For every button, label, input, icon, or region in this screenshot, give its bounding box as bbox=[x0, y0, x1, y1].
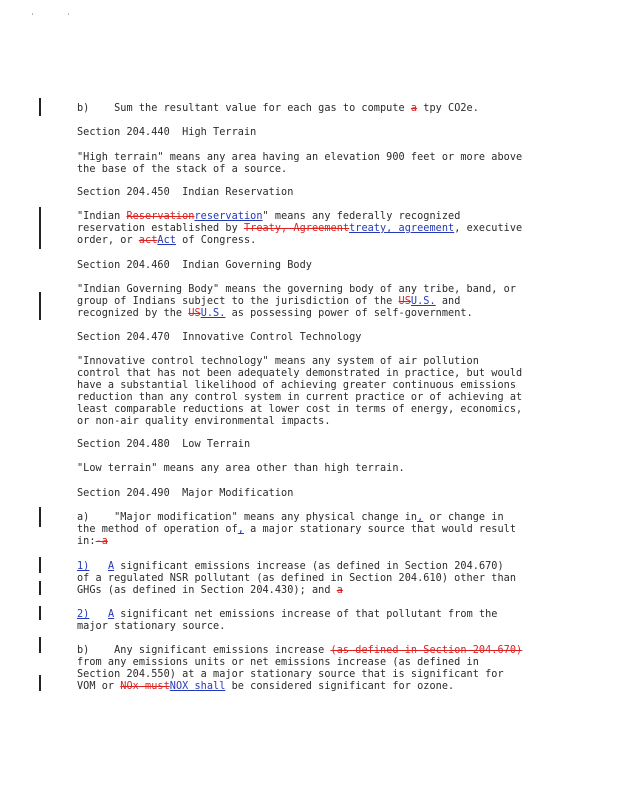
section-heading-460: Section 204.460 Indian Governing Body bbox=[77, 260, 312, 271]
list-item-1: 1) A significant emissions increase (as defined in Section 204.670) bbox=[77, 561, 504, 572]
paragraph-line: "Indian Reservationreservation" means any federally recognized bbox=[77, 211, 461, 222]
paragraph-line: order, or actAct of Congress. bbox=[77, 235, 257, 246]
section-heading-470: Section 204.470 Innovative Control Technology bbox=[77, 332, 362, 343]
paragraph-line: group of Indians subject to the jurisdiction of the USU.S. and bbox=[77, 296, 461, 307]
paragraph-line: the method of operation of, a major stationary source that would result bbox=[77, 524, 517, 535]
paragraph-line: major stationary source. bbox=[77, 621, 226, 632]
scan-speck: ' bbox=[30, 12, 35, 21]
change-bar bbox=[39, 557, 41, 573]
change-bar bbox=[39, 292, 41, 320]
sum-line: b) Sum the resultant value for each gas to compute a tpy CO2e. bbox=[77, 103, 479, 114]
section-heading-480: Section 204.480 Low Terrain bbox=[77, 439, 251, 450]
paragraph-line: recognized by the USU.S. as possessing power of self-government. bbox=[77, 308, 473, 319]
paragraph-line: "Indian Governing Body" means the governing body of any tribe, band, or bbox=[77, 284, 517, 295]
paragraph-line: from any emissions units or net emissions increase (as defined in bbox=[77, 657, 479, 668]
scan-speck: ' bbox=[66, 12, 71, 21]
paragraph-line: reduction than any control system in current practice or of achieving at bbox=[77, 392, 523, 403]
section-heading-440: Section 204.440 High Terrain bbox=[77, 127, 257, 138]
paragraph-line: Section 204.550) at a major stationary source that is significant for bbox=[77, 669, 504, 680]
paragraph-line: VOM or NOx mustNOX shall be considered significant for ozone. bbox=[77, 681, 455, 692]
paragraph-line: "High terrain" means any area having an elevation 900 feet or more above bbox=[77, 152, 523, 163]
change-bar bbox=[39, 98, 41, 116]
change-bar bbox=[39, 637, 41, 653]
change-bar bbox=[39, 581, 41, 595]
paragraph-line: have a substantial likelihood of achieving greater continuous emissions bbox=[77, 380, 517, 391]
paragraph-line: reservation established by Treaty, Agreementtreaty, agreement, executive bbox=[77, 223, 523, 234]
paragraph-line: a) "Major modification" means any physical change in, or change in bbox=[77, 512, 504, 523]
paragraph-line: control that has not been adequately demonstrated in practice, but would bbox=[77, 368, 523, 379]
paragraph-line: or non-air quality environmental impacts. bbox=[77, 416, 331, 427]
paragraph-line: the base of the stack of a source. bbox=[77, 164, 288, 175]
section-heading-490: Section 204.490 Major Modification bbox=[77, 488, 294, 499]
paragraph-line: GHGs (as defined in Section 204.430); and a bbox=[77, 585, 343, 596]
paragraph-line: "Innovative control technology" means any system of air pollution bbox=[77, 356, 479, 367]
section-heading-450: Section 204.450 Indian Reservation bbox=[77, 187, 294, 198]
list-item-2: 2) A significant net emissions increase of that pollutant from the bbox=[77, 609, 498, 620]
change-bar bbox=[39, 207, 41, 249]
paragraph-line: least comparable reductions at lower cost in terms of energy, economics, bbox=[77, 404, 523, 415]
paragraph-line: of a regulated NSR pollutant (as defined in Section 204.610) other than bbox=[77, 573, 517, 584]
paragraph-line: b) Any significant emissions increase (as defined in Section 204.670) bbox=[77, 645, 523, 656]
change-bar bbox=[39, 675, 41, 691]
paragraph-line: in:-a bbox=[77, 536, 108, 547]
paragraph-line: "Low terrain" means any area other than high terrain. bbox=[77, 463, 405, 474]
change-bar bbox=[39, 507, 41, 527]
change-bar bbox=[39, 606, 41, 620]
